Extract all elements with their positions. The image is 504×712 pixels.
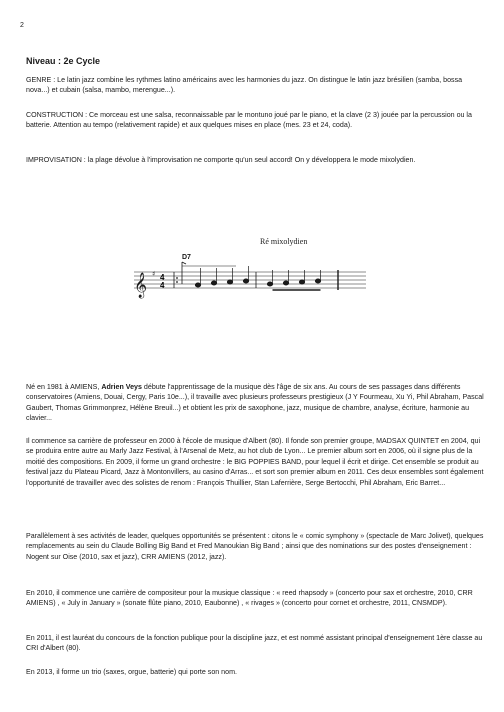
bio-paragraph-6: En 2013, il forme un trio (saxes, orgue, batterie) qui porte son nom. xyxy=(26,668,237,676)
improvisation-paragraph: IMPROVISATION : la plage dévolue à l'improvisation ne comporte qu'un seul accord! On y développera le mode mixolydien. xyxy=(26,156,416,164)
artist-name: Adrien Veys xyxy=(101,383,142,391)
mode-label: Ré mixolydien xyxy=(260,237,308,246)
music-example xyxy=(130,232,370,302)
bio-paragraph-3: Parallèlement à ses activités de leader, quelques opportunités se présentent : citons le « comic symphony » (spectacle de Marc Jolivet), quelques remplacements au sein du Claude Bolling Big Band et Fred Manoukian Big Band ; ainsi que des nominations sur des postes d'enseignement : Nogent sur Oise (2010, sax et jazz), CRR AMIENS (2012, jazz). xyxy=(26,532,484,561)
bio-intro-continued: débute l'apprentissage de la musique dès l'âge de six ans. Au cours de ses passages dans différents conservatoires (Amiens, Douai, Cergy, Paris 10e...), il travaille avec plusieurs professeurs prestigieux (J Y Fourmeau, Xu Yi, Phil Abraham, Pascal Gaubert, Thomas Grimmonprez, Hélène Breuil...) et obtient les prix de saxophone, jazz, musique de chambre, analyse, écriture, harmonie au clavier... xyxy=(26,383,484,423)
construction-paragraph: CONSTRUCTION : Ce morceau est une salsa, reconnaissable par le montuno joué par le piano, et la clave (2 3) jouée par la percussion ou la batterie. Attention au tempo (relativement rapide) et aux quelques mises en place (mes. 23 et 24, coda). xyxy=(26,111,472,130)
bio-paragraph-5: En 2011, il est lauréat du concours de la fonction publique pour la discipline jazz, et est nommé assistant principal d'enseignement 1ère classe au CRI d'Albert (80). xyxy=(26,634,483,653)
note-1 xyxy=(195,283,200,287)
music-staff-figure xyxy=(130,232,370,302)
chord-symbol: D7 xyxy=(182,254,191,261)
staff-lines xyxy=(134,272,366,288)
note-2 xyxy=(211,281,216,285)
note-6 xyxy=(283,281,288,285)
note-8 xyxy=(315,279,320,283)
bio-intro-text: Né en 1981 à AMIENS, xyxy=(26,383,102,391)
note-4 xyxy=(243,279,248,283)
note-3 xyxy=(227,280,232,284)
bio-paragraph-4: En 2010, il commence une carrière de compositeur pour la musique classique : « reed rhapsody » (concerto pour sax et orchestre, 2010, CRR AMIENS) , « July in January » (sonate flûte piano, 2010, Eaubonne) , « rivages » (concerto pour cornet et orchestre, 2011, CNSMDP). xyxy=(26,589,473,608)
time-signature-bottom: 4 xyxy=(160,281,165,290)
bio-paragraph-1 xyxy=(26,382,486,424)
page-number: 2 xyxy=(20,22,24,29)
key-signature-sharp-icon: ♯ xyxy=(152,270,156,278)
level-heading: Niveau : 2e Cycle xyxy=(26,56,101,66)
time-signature-top: 4 xyxy=(160,273,165,282)
treble-clef-icon: 𝄞 xyxy=(134,273,148,298)
bio-paragraph-2: Il commence sa carrière de professeur en 2000 à l'école de musique d'Albert (80). Il fonde son premier groupe, MADSAX QUINTET en 2004, qui se produira entre autre au Marly Jazz Festival, à l'Arsenal de Metz, au hot club de Lyon... Le premier album sort en 2006, où il signe plus de la moitié des compositions. En 2009, il forme un grand orchestre : le BIG POPPIES BAND, pour lequel il écrit et dirige. Cet ensemble se produit au festival jazz du Plateau Picard, Jazz à Montonvillers, au casino d'Arras... et sort son premier album en 2011. Ces deux ensembles sont également l'opportunité de travailler avec des solistes de renom : François Thuillier, Stan Laferrière, Serge Bertocchi, Phil Abraham, Eric Barret... xyxy=(26,437,484,487)
note-7 xyxy=(299,280,304,284)
genre-paragraph: GENRE : Le latin jazz combine les rythmes latino américains avec les harmonies du jazz. On distingue le latin jazz brésilien (samba, bossa nova...) et cubain (salsa, mambo, merengue...). xyxy=(26,76,463,95)
note-5 xyxy=(267,282,272,286)
